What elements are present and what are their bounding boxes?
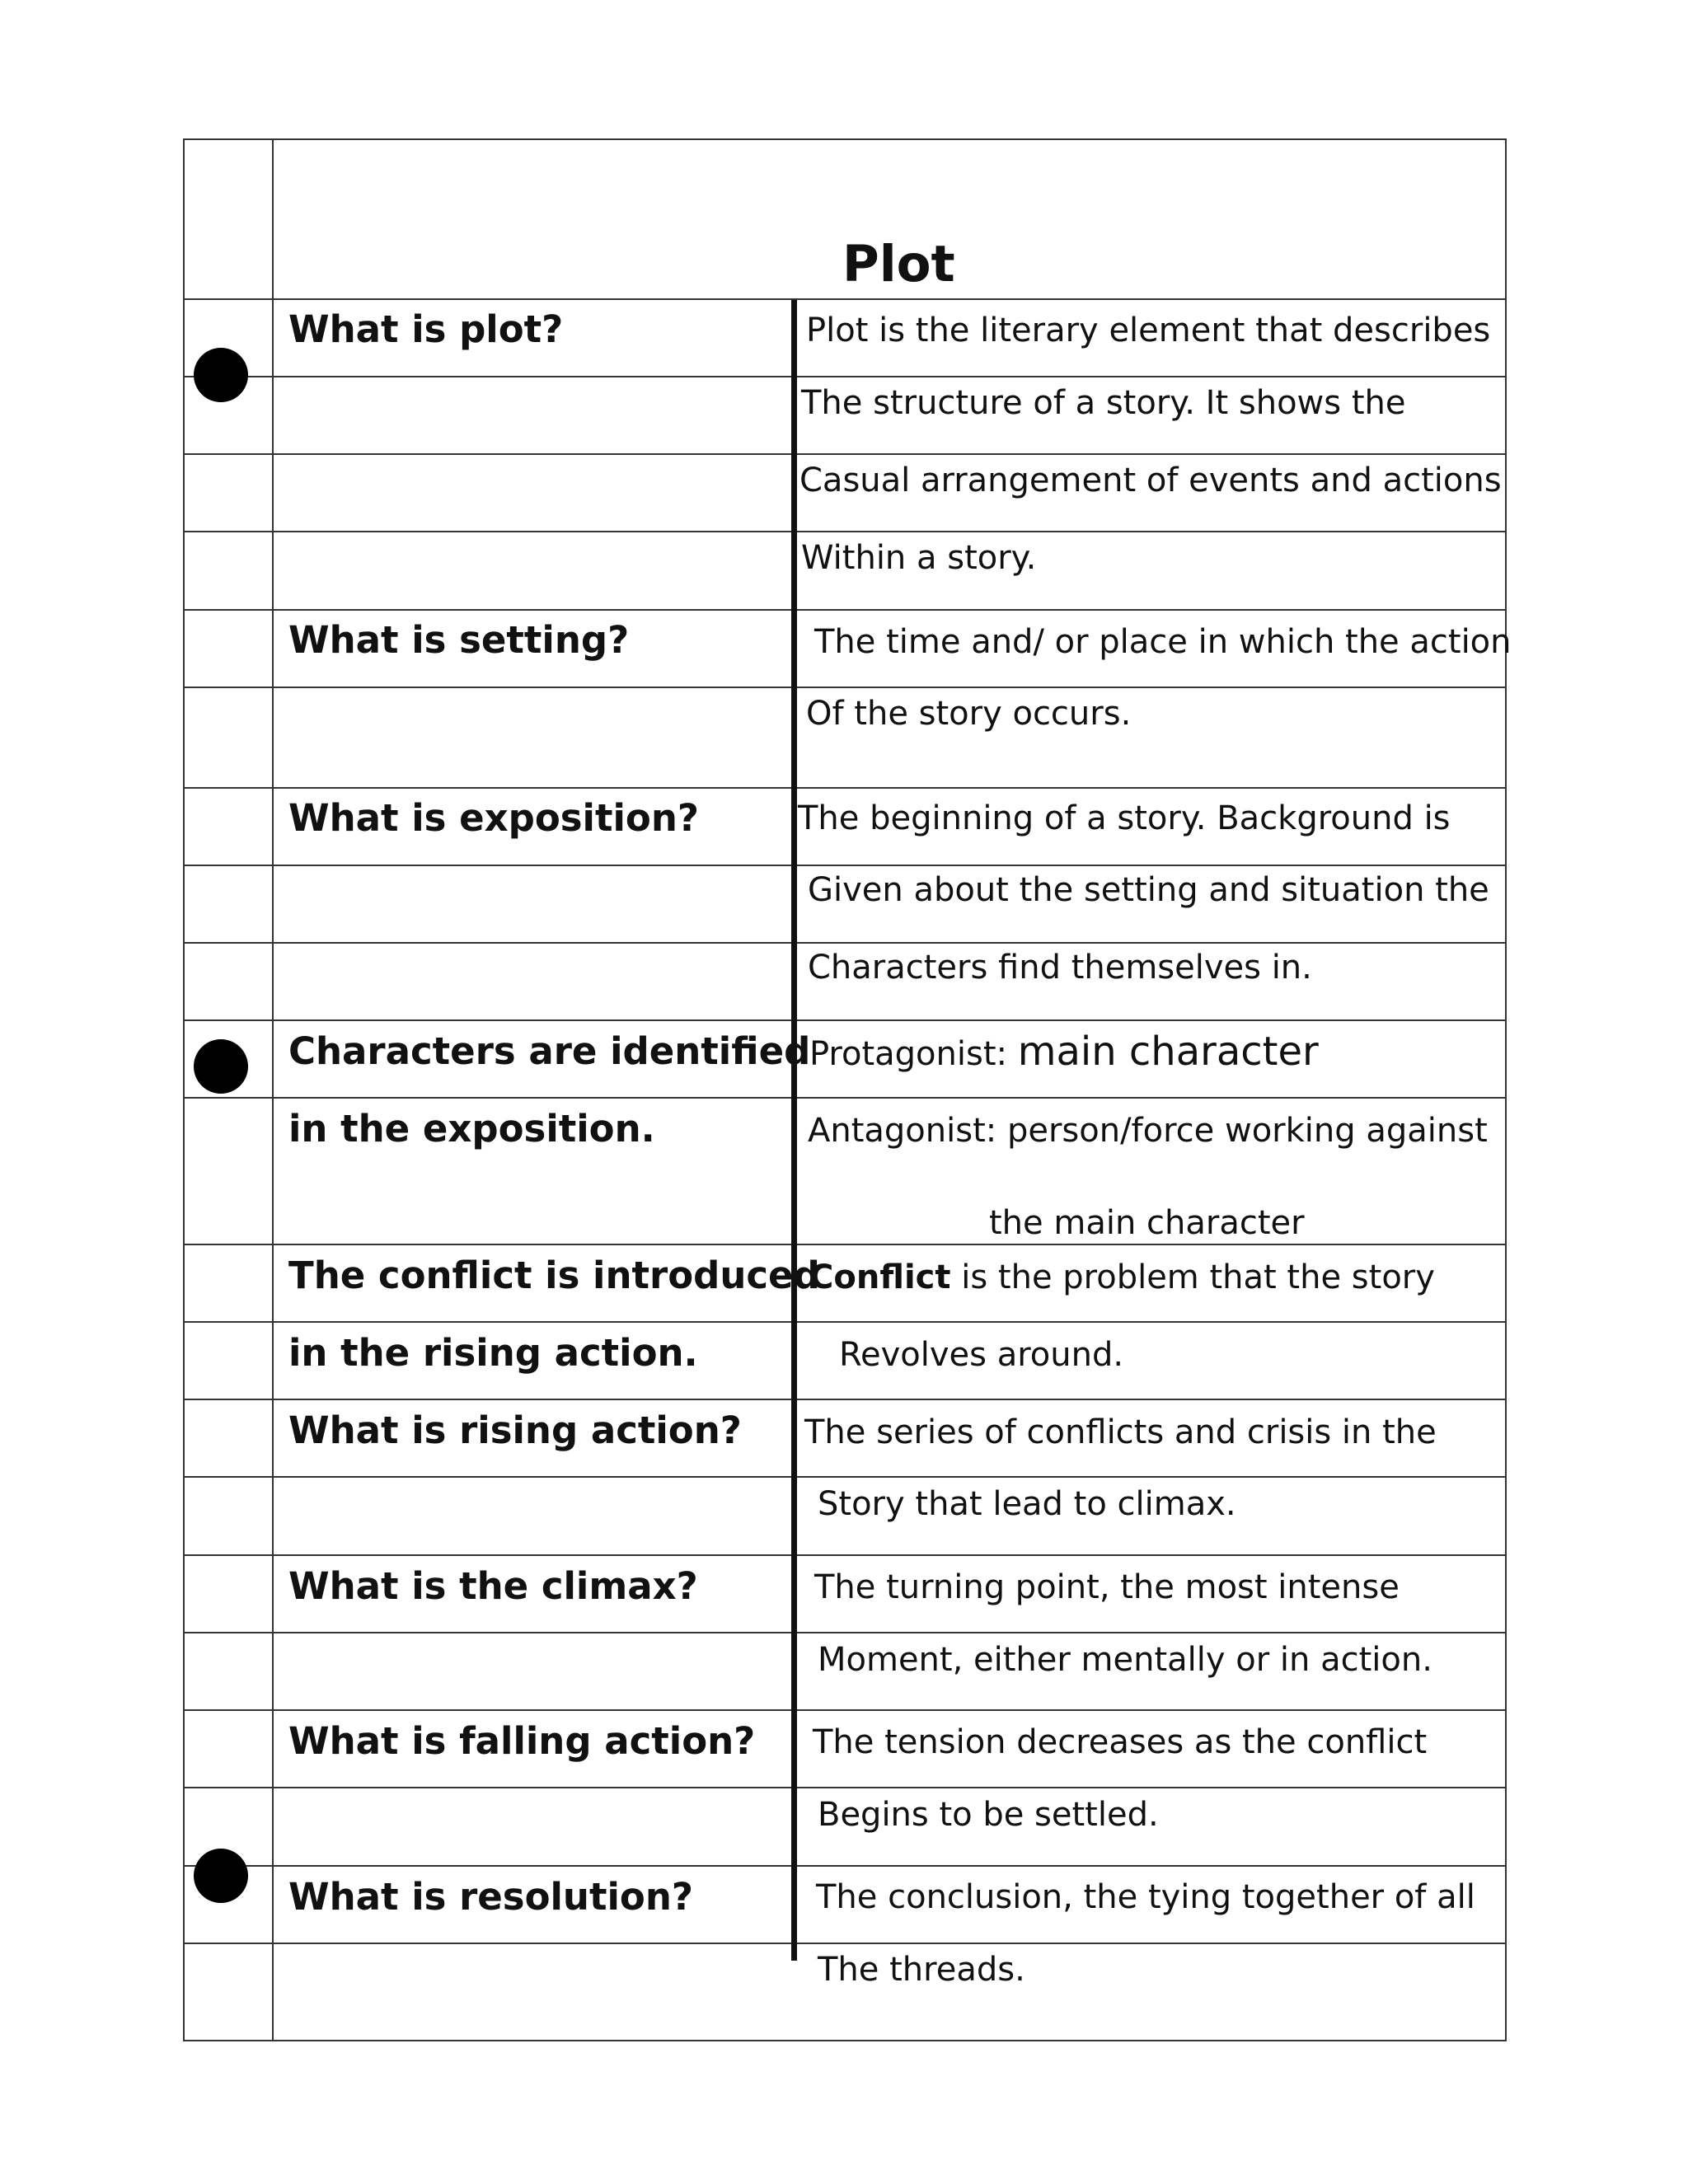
question-rising-action: What is rising action? xyxy=(288,1408,742,1452)
ruled-line xyxy=(183,1632,1507,1633)
binder-hole xyxy=(194,348,248,402)
ruled-line xyxy=(183,865,1507,866)
answer-exposition-line-2: Given about the setting and situation the xyxy=(808,871,1489,909)
protagonist-text: main character xyxy=(1017,1029,1319,1075)
ruled-line xyxy=(183,1787,1507,1788)
answer-setting-line-1: The time and/ or place in which the action xyxy=(814,623,1512,661)
answer-climax-line-2: Moment, either mentally or in action. xyxy=(818,1641,1432,1679)
answer-falling-line-1: The tension decreases as the conflict xyxy=(813,1723,1428,1761)
answer-resolution-line-1: The conclusion, the tying together of all xyxy=(816,1878,1475,1916)
conflict-term: Conflict xyxy=(809,1258,951,1296)
answer-rising-line-1: The series of conflicts and crisis in the xyxy=(804,1413,1437,1451)
ruled-line xyxy=(183,1865,1507,1867)
ruled-line xyxy=(183,1019,1507,1021)
ruled-line xyxy=(183,787,1507,789)
answer-setting-line-2: Of the story occurs. xyxy=(806,695,1132,733)
ruled-line xyxy=(183,1476,1507,1478)
protagonist-label: Protagonist: xyxy=(809,1035,1007,1073)
answer-plot-line-3: Casual arrangement of events and actions xyxy=(799,462,1502,499)
ruled-line xyxy=(183,1709,1507,1711)
ruled-line xyxy=(183,942,1507,944)
answer-plot-line-2: The structure of a story. It shows the xyxy=(801,384,1406,422)
ruled-line xyxy=(183,609,1507,611)
question-setting: What is setting? xyxy=(288,618,630,662)
ruled-line xyxy=(183,298,1507,300)
center-divider xyxy=(791,300,797,1961)
answer-falling-line-2: Begins to be settled. xyxy=(818,1796,1159,1834)
question-conflict-line-2: in the rising action. xyxy=(288,1331,698,1375)
answer-resolution-line-2: The threads. xyxy=(818,1951,1025,1989)
ruled-line xyxy=(183,531,1507,532)
answer-plot-line-4: Within a story. xyxy=(801,539,1037,577)
question-characters-line-1: Characters are identified xyxy=(288,1029,811,1073)
answer-conflict-line-1 xyxy=(809,1256,1435,1299)
ruled-line xyxy=(183,1097,1507,1099)
binder-hole xyxy=(194,1039,248,1094)
ruled-line xyxy=(183,1554,1507,1556)
binder-hole xyxy=(194,1849,248,1903)
ruled-line xyxy=(183,453,1507,455)
question-climax: What is the climax? xyxy=(288,1564,698,1608)
answer-antagonist-line-2: the main character xyxy=(989,1204,1305,1242)
ruled-line xyxy=(183,687,1507,688)
answer-protagonist xyxy=(809,1030,1319,1076)
answer-antagonist-line-1: Antagonist: person/force working against xyxy=(808,1112,1488,1150)
ruled-line xyxy=(183,1399,1507,1400)
answer-plot-line-1: Plot is the literary element that describes xyxy=(806,312,1491,349)
conflict-definition: is the problem that the story xyxy=(961,1258,1435,1296)
question-characters-line-2: in the exposition. xyxy=(288,1107,655,1151)
answer-rising-line-2: Story that lead to climax. xyxy=(818,1485,1236,1523)
ruled-line xyxy=(183,376,1507,377)
ruled-line xyxy=(183,1943,1507,1944)
question-plot: What is plot? xyxy=(288,307,564,351)
question-exposition: What is exposition? xyxy=(288,796,699,840)
answer-conflict-line-2: Revolves around. xyxy=(839,1336,1124,1374)
question-resolution: What is resolution? xyxy=(288,1875,693,1919)
margin-line xyxy=(272,138,274,2041)
answer-climax-line-1: The turning point, the most intense xyxy=(814,1568,1400,1606)
question-falling-action: What is falling action? xyxy=(288,1719,756,1763)
ruled-line xyxy=(183,1321,1507,1323)
question-conflict-line-1: The conflict is introduced xyxy=(288,1254,820,1297)
answer-exposition-line-1: The beginning of a story. Background is xyxy=(798,799,1451,837)
answer-exposition-line-3: Characters find themselves in. xyxy=(808,949,1312,987)
page-title: Plot xyxy=(842,235,955,293)
ruled-line xyxy=(183,1244,1507,1245)
